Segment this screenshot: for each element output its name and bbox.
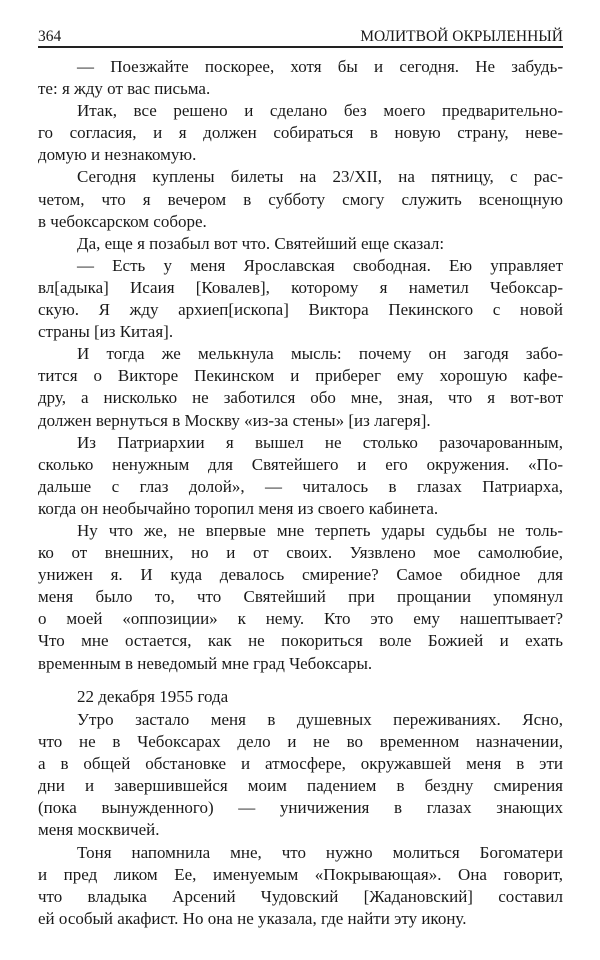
text-line: меня москвичей. [38, 820, 160, 840]
text-line: вл[адыка] Исаия [Ковалев], которому я наметил Чебоксар- [38, 277, 563, 297]
text-line: И тогда же мелькнула мысль: почему он загодя забо- [77, 344, 563, 364]
text-line: Итак, все решено и сделано без моего предварительно- [77, 101, 563, 121]
page-number: 364 [38, 28, 62, 45]
text-line: сколько ненужным для Святейшего и его окружения. «По- [38, 454, 563, 474]
text-line: дни и завершившейся моим падением в бездну смирения [38, 776, 563, 796]
text-line: Да, еще я позабыл вот что. Святейший еще сказал: [77, 233, 445, 253]
text-line: четом, что я вечером в субботу смогу служить всенощную [38, 189, 563, 209]
text-line: что владыка Арсений Чудовский [Жадановский] составил [38, 886, 563, 906]
body-text-part1 [38, 56, 563, 675]
text-line: что не в Чебоксарах дело и не во временном назначении, [38, 732, 563, 752]
text-line: Сегодня куплены билеты на 23/XII, на пятницу, с рас- [77, 167, 563, 187]
text-line: Тоня напомнила мне, что нужно молиться Богоматери [77, 842, 563, 862]
text-line: а в общей обстановке и атмосфере, окружавшей меня в эти [38, 754, 563, 774]
text-line: Ну что же, не впервые мне терпеть удары судьбы не толь- [77, 520, 563, 540]
text-line: дальше с глаз долой», — читалось в глазах Патриарха, [38, 476, 563, 496]
text-line: (пока вынужденного) — уничижения в глазах знающих [38, 798, 563, 818]
body-text-part2 [38, 709, 563, 930]
date-heading: 22 декабря 1955 года [77, 687, 229, 706]
text-line: когда он необычайно торопил меня из своего кабинета. [38, 498, 439, 518]
running-header [38, 22, 563, 46]
text-line: го согласия, и я должен собираться в новую страну, неве- [38, 123, 563, 143]
text-line: дру, а нисколько не заботился обо мне, зная, что я вот-вот [38, 388, 563, 408]
text-line: о моей «оппозиции» к нему. Кто это ему нашептывает? [38, 609, 563, 629]
text-line: те: я жду от вас письма. [38, 79, 211, 99]
text-line: ей особый акафист. Но она не указала, где найти эту икону. [38, 908, 467, 928]
text-line: Из Патриархии я вышел не столько разочарованным, [77, 432, 563, 452]
text-line: тится о Викторе Пекинском и приберег ему хорошую кафе- [38, 366, 563, 386]
text-line: Утро застало меня в душевных переживаниях. Ясно, [77, 710, 563, 729]
text-line: страны [из Китая]. [38, 322, 174, 342]
text-line: и пред ликом Ее, именуемым «Покрывающая». Она говорит, [38, 864, 563, 884]
text-line: должен вернуться в Москву «из-за стены» [из лагеря]. [38, 410, 431, 430]
text-line: скую. Я жду архиеп[ископа] Виктора Пекинского с новой [38, 300, 563, 320]
text-line: — Поезжайте поскорее, хотя бы и сегодня. Не забудь- [77, 57, 563, 76]
running-title: МОЛИТВОЙ ОКРЫЛЕННЫЙ [360, 28, 563, 45]
text-line: Что мне остается, как не покориться воле Божией и ехать [38, 631, 563, 651]
text-line: в чебоксарском соборе. [38, 211, 207, 231]
text-line: меня было то, что Святейший при прощании упомянул [38, 587, 563, 607]
text-line: временным в неведомый мне град Чебоксары. [38, 653, 373, 673]
date-heading-block [38, 686, 563, 708]
text-line: — Есть у меня Ярославская свободная. Ею управляет [77, 255, 563, 275]
text-line: унижен я. И куда девалось смирение? Самое обидное для [38, 565, 563, 585]
header-rule [38, 46, 563, 48]
text-line: домую и незнакомую. [38, 145, 197, 165]
text-line: ко от внешних, но и от своих. Уязвлено мое самолюбие, [38, 543, 563, 563]
